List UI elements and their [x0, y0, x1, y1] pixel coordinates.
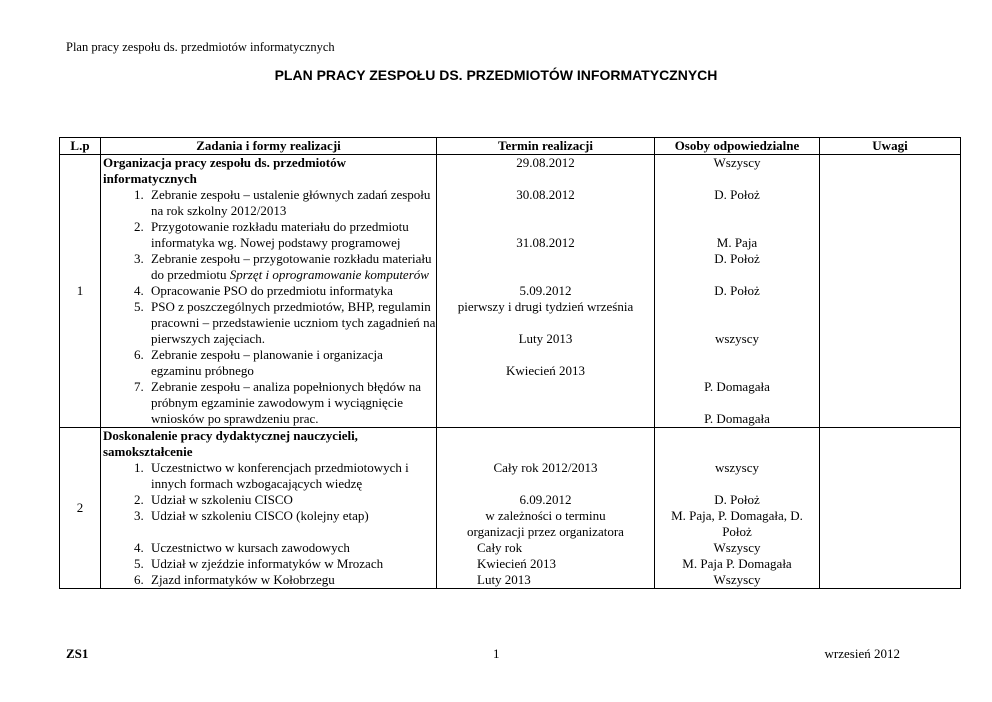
list-item: 4. Opracowanie PSO do przedmiotu informatyka	[147, 283, 436, 299]
responsible-line	[655, 428, 819, 444]
list-item: 2. Przygotowanie rozkładu materiału do przedmiotu informatyka wg. Nowej podstawy programowej	[147, 219, 436, 251]
responsible-line	[655, 171, 819, 187]
deadline-line	[437, 251, 654, 267]
notes-cell	[820, 155, 961, 428]
deadline-line: 29.08.2012	[516, 155, 575, 170]
responsible-line: M. Paja	[716, 235, 758, 250]
row-number: 2	[60, 428, 101, 589]
header-lp: L.p	[60, 138, 101, 155]
header-tasks: Zadania i formy realizacji	[101, 138, 437, 155]
header-responsible: Osoby odpowiedzialne	[655, 138, 820, 155]
task-list	[103, 460, 436, 588]
deadline-line: Kwiecień 2013	[505, 363, 586, 378]
responsible-line	[655, 476, 819, 492]
list-item: 4. Uczestnictwo w kursach zawodowych	[147, 540, 436, 556]
responsible-line: D. Położ	[714, 187, 760, 202]
responsible-line	[655, 219, 819, 235]
deadline-line: Cały rok 2012/2013	[493, 460, 598, 475]
table-header-row	[60, 138, 961, 155]
header-notes: Uwagi	[820, 138, 961, 155]
deadline-line	[437, 267, 654, 283]
tasks-cell	[101, 428, 437, 589]
deadline-line: Luty 2013	[518, 331, 573, 346]
responsible-line	[655, 363, 819, 379]
list-item	[147, 251, 436, 283]
list-item: 2. Udział w szkoleniu CISCO	[147, 492, 436, 508]
list-item: 5. Udział w zjeździe informatyków w Mrozach	[147, 556, 436, 572]
deadline-line: Cały rok	[477, 540, 523, 555]
deadline-line	[437, 203, 654, 219]
deadline-line	[437, 444, 654, 460]
responsible-line: Położ	[722, 524, 752, 539]
task-list	[103, 187, 436, 427]
responsible-line	[655, 299, 819, 315]
tasks-cell	[101, 155, 437, 428]
responsible-line: Wszyscy	[713, 572, 761, 587]
responsible-line: P. Domagała	[704, 411, 770, 426]
responsible-line: D. Położ	[714, 283, 760, 298]
responsible-line: D. Położ	[714, 251, 760, 266]
responsible-line: P. Domagała	[704, 379, 770, 394]
document-title: PLAN PRACY ZESPOŁU DS. PRZEDMIOTÓW INFORMATYCZNYCH	[274, 67, 718, 83]
section-title: Organizacja pracy zespołu ds. przedmiotów informatycznych	[103, 155, 347, 186]
deadline-line: 31.08.2012	[516, 235, 575, 250]
responsible-line: wszyscy	[714, 331, 760, 346]
table-row	[60, 155, 961, 428]
deadline-line: w zależności o terminu	[485, 508, 606, 523]
list-item: 7. Zebranie zespołu – analiza popełnionych błędów na próbnym egzaminie zawodowym i wyciągnięcie wniosków po sprawdzeniu prac.	[147, 379, 436, 427]
list-item: 1. Uczestnictwo w konferencjach przedmiotowych i innych formach wzbogacających wiedzę	[147, 460, 436, 492]
responsible-line	[655, 203, 819, 219]
list-item: 5. PSO z poszczególnych przedmiotów, BHP, regulamin pracowni – przedstawienie uczniom tych zagadnień na pierwszych zajęciach.	[147, 299, 436, 347]
responsible-line	[655, 395, 819, 411]
deadline-line: Luty 2013	[477, 572, 531, 587]
deadline-line	[437, 219, 654, 235]
deadline-line	[437, 347, 654, 363]
deadline-line: Kwiecień 2013	[477, 556, 557, 571]
deadline-line: pierwszy i drugi tydzień września	[457, 299, 634, 314]
notes-cell	[820, 428, 961, 589]
plan-table	[59, 137, 961, 589]
list-item: 6. Zebranie zespołu – planowanie i organizacja egzaminu próbnego	[147, 347, 436, 379]
responsible-line: D. Położ	[714, 492, 760, 507]
responsible-cell	[655, 428, 820, 589]
deadline-line: 30.08.2012	[516, 187, 575, 202]
responsible-line: Wszyscy	[713, 540, 761, 555]
deadline-cell	[437, 428, 655, 589]
table-row	[60, 428, 961, 589]
responsible-line	[655, 267, 819, 283]
deadline-line: 6.09.2012	[519, 492, 572, 507]
course-name: Sprzęt i oprogramowanie komputerów	[229, 267, 429, 282]
responsible-line: M. Paja, P. Domagała, D.	[671, 508, 803, 523]
deadline-line	[437, 171, 654, 187]
deadline-line: organizacji przez organizatora	[467, 524, 624, 539]
footer-date: wrzesień 2012	[824, 646, 900, 661]
header-deadline: Termin realizacji	[437, 138, 655, 155]
footer-school-code: ZS1	[66, 646, 89, 661]
page-number: 1	[493, 646, 500, 661]
row-number: 1	[60, 155, 101, 428]
responsible-line: M. Paja P. Domagała	[682, 556, 792, 571]
responsible-line	[655, 347, 819, 363]
deadline-line	[437, 315, 654, 331]
list-item-text: Zebranie zespołu – przygotowanie rozkładu materiału do przedmiotu	[151, 251, 432, 282]
list-item: 3. Udział w szkoleniu CISCO (kolejny etap)	[147, 508, 436, 524]
deadline-line: 5.09.2012	[519, 283, 572, 298]
list-item: 6. Zjazd informatyków w Kołobrzegu	[147, 572, 436, 588]
deadline-line	[437, 476, 654, 492]
responsible-line	[655, 444, 819, 460]
deadline-cell	[437, 155, 655, 428]
section-title: Doskonalenie pracy dydaktycznej nauczycieli, samokształcenie	[103, 428, 358, 459]
responsible-cell	[655, 155, 820, 428]
responsible-line: wszyscy	[714, 460, 760, 475]
deadline-line	[437, 428, 654, 444]
responsible-line	[655, 315, 819, 331]
list-item: 1. Zebranie zespołu – ustalenie głównych zadań zespołu na rok szkolny 2012/2013	[147, 187, 436, 219]
responsible-line: Wszyscy	[713, 155, 761, 170]
running-header: Plan pracy zespołu ds. przedmiotów informatycznych	[66, 40, 335, 54]
